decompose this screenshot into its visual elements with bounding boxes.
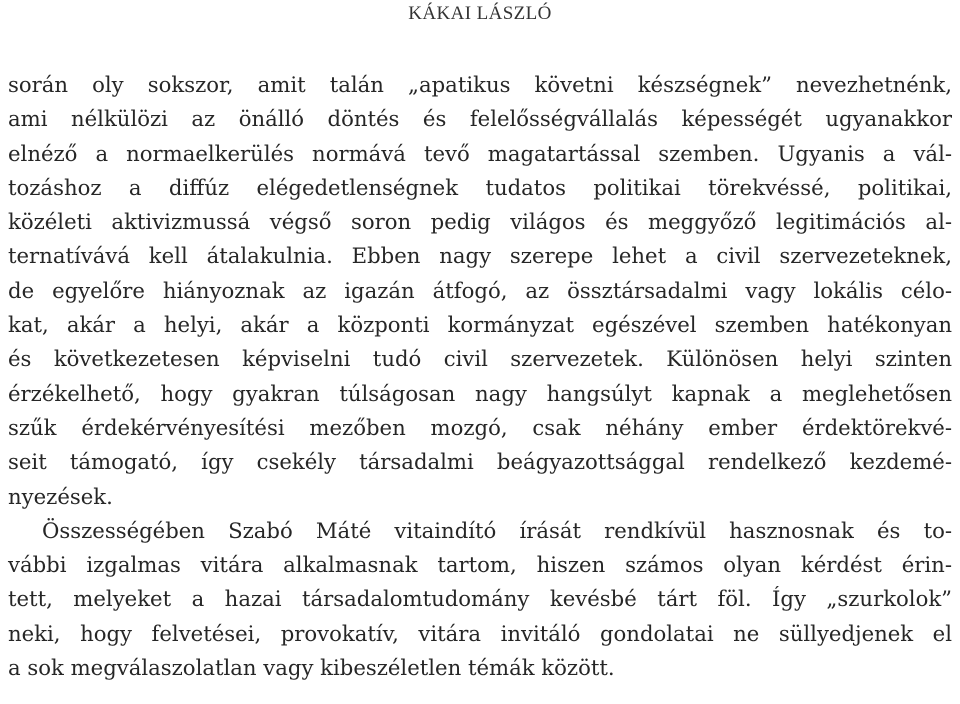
text-line: elnéző a normaelkerülés normává tevő magatartással szemben. Ugyanis a vál- — [8, 140, 952, 166]
text-line: érzékelhető, hogy gyakran túlságosan nagy hangsúlyt kapnak a meglehetősen — [8, 380, 952, 406]
text-line: vábbi izgalmas vitára alkalmasnak tartom, hiszen számos olyan kérdést érin- — [8, 552, 952, 578]
text-line: de egyelőre hiányoznak az igazán átfogó, az össztársadalmi vagy lokális célo- — [8, 277, 952, 303]
paragraph-1 — [8, 68, 952, 514]
text-line: tett, melyeket a hazai társadalomtudomány kevésbé tárt föl. Így „szurkolok” — [8, 586, 952, 612]
text-line: és következetesen képviselni tudó civil szervezetek. Különösen helyi szinten — [8, 346, 952, 372]
paragraph-2 — [8, 514, 952, 685]
text-line: során oly sokszor, amit talán „apatikus követni készségnek” nevezhetnénk, — [8, 72, 952, 97]
text-line: a sok megválaszolatlan vagy kibeszéletlen témák között. — [8, 655, 615, 681]
running-header: KÁKAI LÁSZLÓ — [408, 3, 552, 24]
text-line: kat, akár a helyi, akár a központi kormányzat egészével szemben hatékonyan — [8, 312, 952, 338]
text-line: közéleti aktivizmussá végső soron pedig világos és meggyőző legitimációs al- — [8, 209, 952, 235]
text-line: seit támogató, így csekély társadalmi beágyazottsággal rendelkező kezdemé- — [8, 449, 952, 475]
text-line: nyezések. — [8, 483, 113, 509]
text-line: Összességében Szabó Máté vitaindító írását rendkívül hasznosnak és to- — [42, 517, 952, 543]
text-line: neki, hogy felvetései, provokatív, vitára invitáló gondolatai ne süllyedjenek el — [8, 620, 952, 646]
body-text — [8, 68, 952, 685]
text-line: tozáshoz a diffúz elégedetlenségnek tudatos politikai törekvéssé, politikai, — [8, 174, 952, 200]
text-line: szűk érdekérvényesítési mezőben mozgó, csak néhány ember érdektörekvé- — [8, 414, 952, 440]
text-line: ami nélkülözi az önálló döntés és felelősségvállalás képességét ugyanakkor — [8, 106, 952, 132]
text-line: ternatívává kell átalakulnia. Ebben nagy szerepe lehet a civil szervezeteknek, — [8, 243, 952, 269]
